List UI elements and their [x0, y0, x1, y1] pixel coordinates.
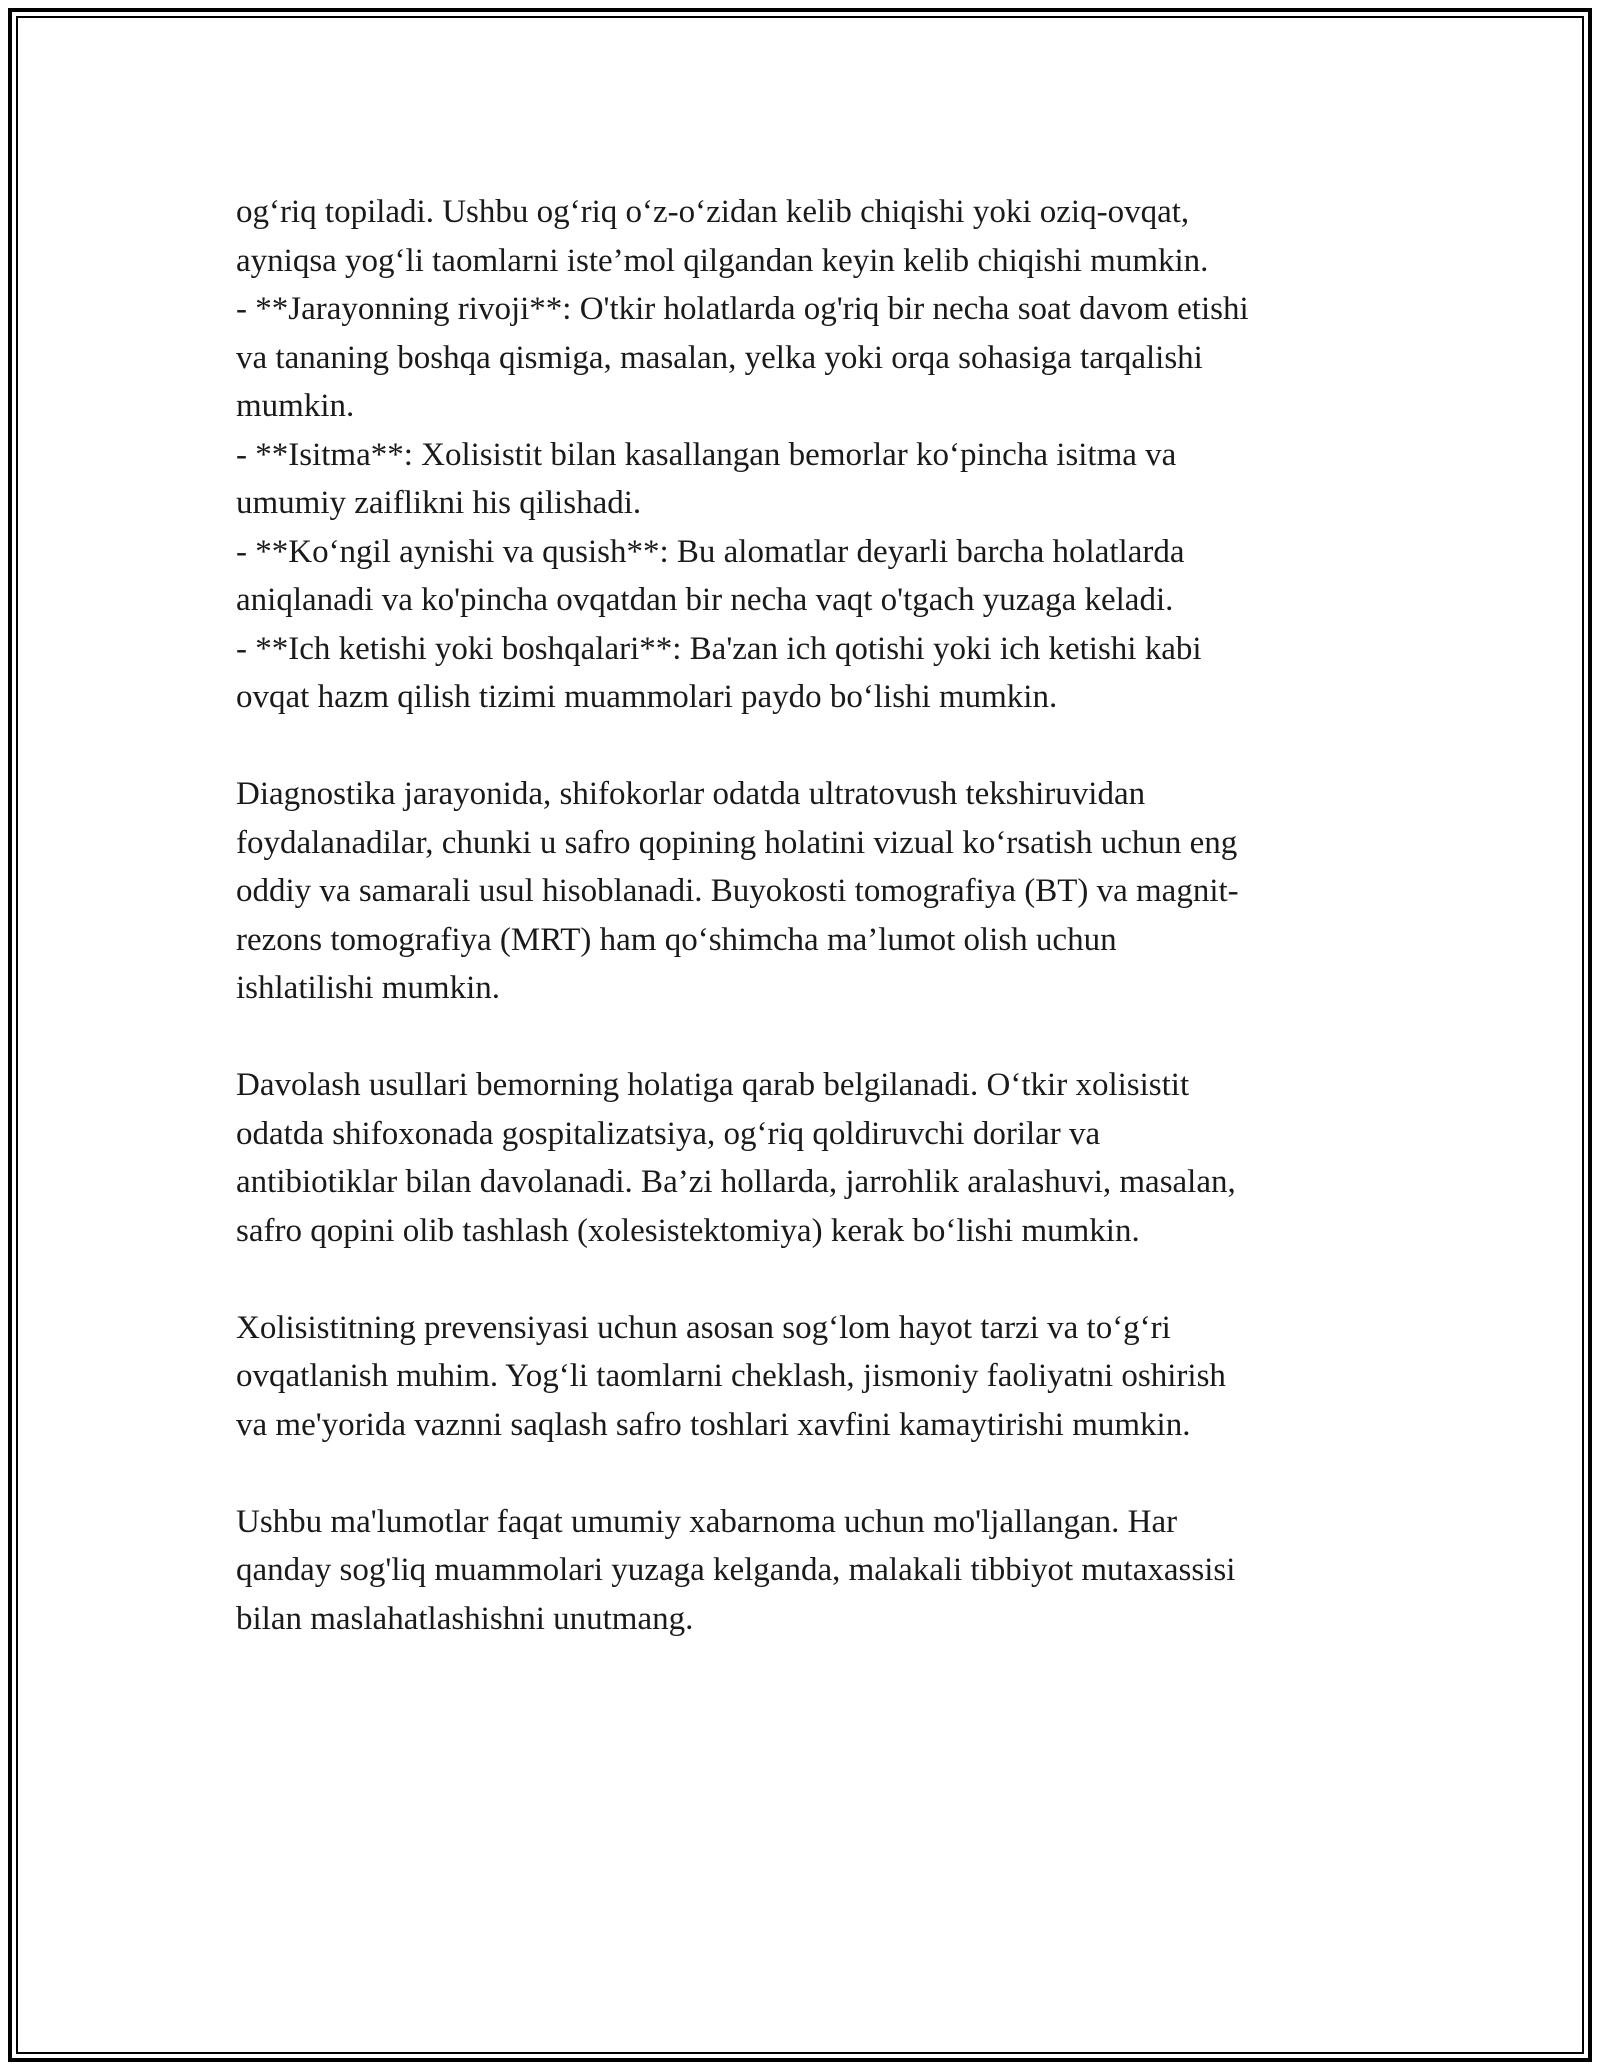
- text-line: safro qopini olib tashlash (xolesistektomiya) kerak bo‘lishi mumkin.: [236, 1212, 1140, 1249]
- text-line: ishlatilishi mumkin.: [236, 970, 501, 1006]
- text-line: umumiy zaiflikni his qilishadi.: [236, 485, 642, 521]
- text-line: Diagnostika jarayonida, shifokorlar odatda ultratovush tekshiruvidan: [236, 776, 1146, 812]
- text-line: ayniqsa yog‘li taomlarni iste’mol qilgandan keyin kelib chiqishi mumkin.: [236, 242, 1209, 279]
- paragraph: [236, 188, 1386, 722]
- text-line: - **Ich ketishi yoki boshqalari**: Ba'zan ich qotishi yoki ich ketishi kabi: [236, 630, 1202, 667]
- text-line: Ushbu ma'lumotlar faqat umumiy xabarnoma uchun mo'ljallangan. Har: [236, 1503, 1178, 1540]
- text-line: oddiy va samarali usul hisoblanadi. Buyokosti tomografiya (BT) va magnit-: [236, 873, 1239, 909]
- text-line: ovqat hazm qilish tizimi muammolari paydo bo‘lishi mumkin.: [236, 679, 1058, 715]
- text-line: rezons tomografiya (MRT) ham qo‘shimcha ma’lumot olish uchun: [236, 921, 1117, 958]
- text-line: Xolisistitning prevensiyasi uchun asosan sog‘lom hayot tarzi va to‘g‘ri: [236, 1309, 1171, 1346]
- paragraph: [236, 1061, 1386, 1255]
- document-body: [236, 188, 1386, 1643]
- text-line: - **Jarayonning rivoji**: O'tkir holatlarda og'riq bir necha soat davom etishi: [236, 291, 1249, 327]
- text-line: mumkin.: [236, 388, 355, 424]
- text-line: ovqatlanish muhim. Yog‘li taomlarni cheklash, jismoniy faoliyatni oshirish: [236, 1358, 1226, 1394]
- text-line: - **Ko‘ngil aynishi va qusish**: Bu alomatlar deyarli barcha holatlarda: [236, 533, 1185, 570]
- text-line: odatda shifoxonada gospitalizatsiya, og‘riq qoldiruvchi dorilar va: [236, 1115, 1101, 1152]
- text-line: antibiotiklar bilan davolanadi. Ba’zi hollarda, jarrohlik aralashuvi, masalan,: [236, 1164, 1236, 1200]
- text-line: va me'yorida vaznni saqlash safro toshlari xavfini kamaytirishi mumkin.: [236, 1406, 1191, 1443]
- text-line: Davolash usullari bemorning holatiga qarab belgilanadi. O‘tkir xolisistit: [236, 1067, 1190, 1103]
- paragraph: [236, 1498, 1386, 1644]
- text-line: og‘riq topiladi. Ushbu og‘riq o‘z-o‘zidan kelib chiqishi yoki oziq-ovqat,: [236, 194, 1190, 230]
- text-line: - **Isitma**: Xolisistit bilan kasallangan bemorlar ko‘pincha isitma va: [236, 436, 1177, 473]
- paragraph: [236, 1304, 1386, 1450]
- text-line: qanday sog'liq muammolari yuzaga kelganda, malakali tibbiyot mutaxassisi: [236, 1552, 1236, 1588]
- text-line: va tananing boshqa qismiga, masalan, yelka yoki orqa sohasiga tarqalishi: [236, 339, 1203, 376]
- text-line: foydalanadilar, chunki u safro qopining holatini vizual ko‘rsatish uchun eng: [236, 824, 1238, 861]
- text-line: aniqlanadi va ko'pincha ovqatdan bir necha vaqt o'tgach yuzaga keladi.: [236, 582, 1174, 618]
- text-line: bilan maslahatlashishni unutmang.: [236, 1600, 694, 1637]
- paragraph: [236, 770, 1386, 1013]
